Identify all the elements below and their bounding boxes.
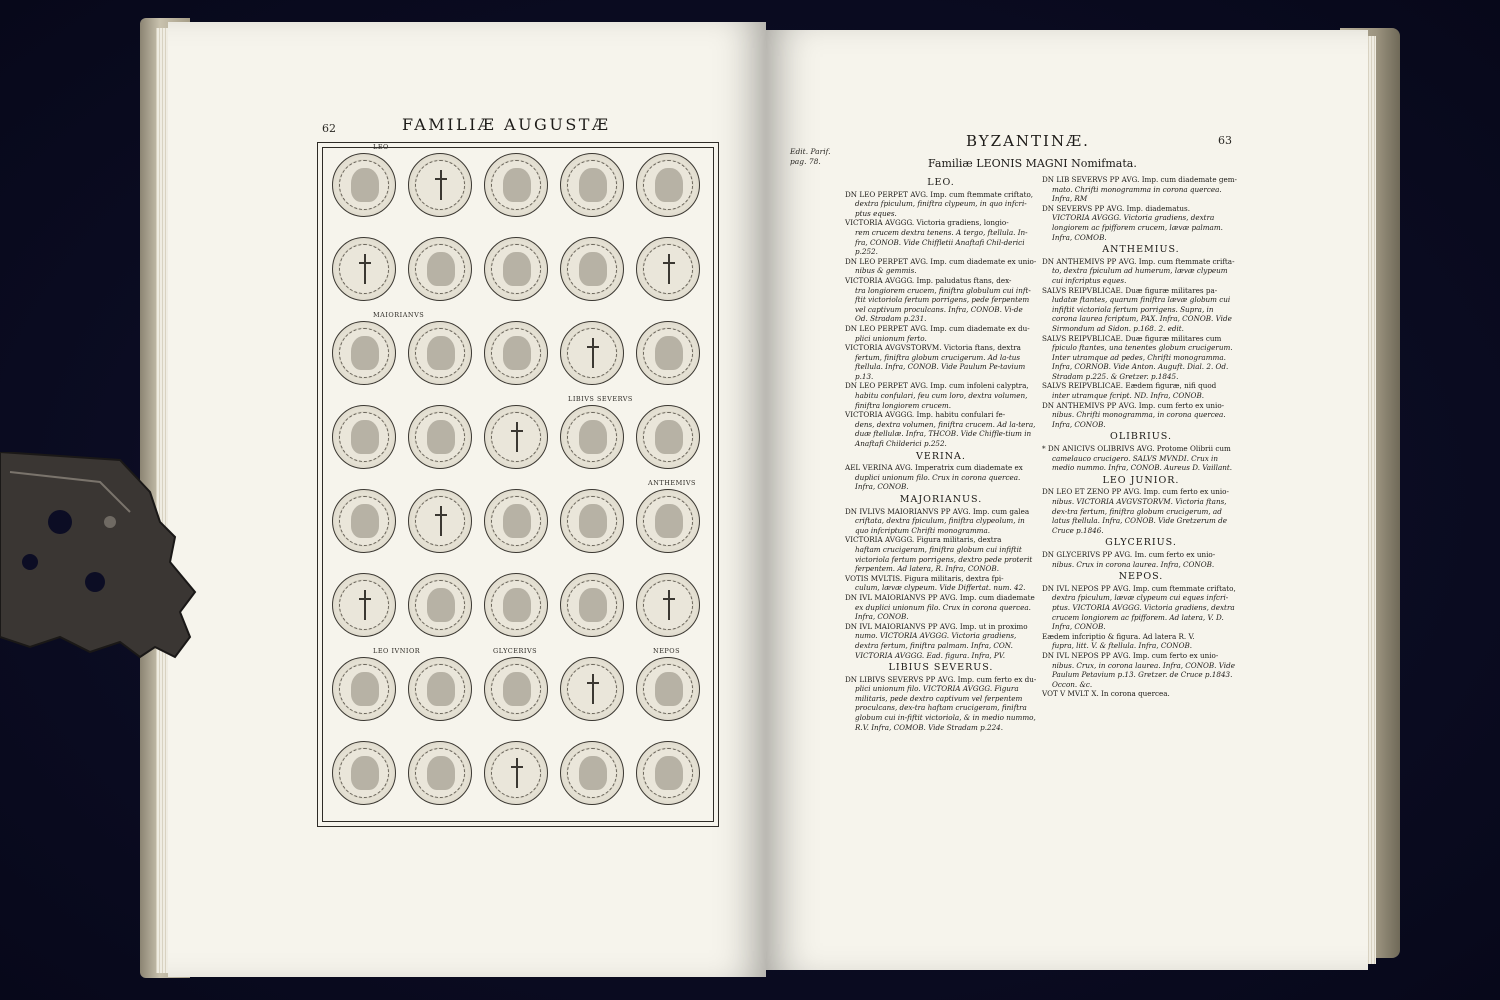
entry-description: nibus & gemmis. — [855, 266, 917, 276]
entry-description: culum, lævæ clypeum. Vide Differtat. num. 42. — [855, 583, 1026, 593]
plate-row-label: ANTHEMIVS — [648, 479, 697, 487]
coin-illustration — [408, 321, 472, 385]
cross-icon — [435, 170, 447, 200]
entry-description: dextra fpiculum, lævæ clypeum cui eques infcri-ptus. VICTORIA AVGGG. Victoria gradiens, dextra crucem longiorem ac fpifforem. Ad latera, V. D. Infra, CONOB. — [1052, 593, 1235, 632]
entry-main: DN GLYCERIVS PP AVG. Im. cum ferto ex unio- — [1042, 549, 1216, 559]
portrait-icon — [427, 252, 455, 286]
entry-description: VICTORIA AVGGG. Victoria gradiens, dextra longiorem ac fpifforem crucem, lævæ palmam. Infra, COMOB. — [1052, 213, 1223, 242]
section-heading: VERINA. — [916, 450, 966, 462]
portrait-icon — [427, 588, 455, 622]
coin-plate — [317, 142, 719, 827]
entry-main: VICTORIA AVGGG. Imp. habitu confulari fe- — [845, 410, 1006, 420]
coin-entry — [1042, 550, 1240, 569]
coin-illustration — [332, 153, 396, 217]
entry-description: criftata, dextra fpiculum, finiftra clypeolum, in quo infcriptum Chrifti monogramma. — [855, 516, 1025, 535]
section-heading: GLYCERIUS. — [1105, 537, 1177, 549]
coin-entry — [845, 463, 1037, 492]
coin-illustration — [636, 573, 700, 637]
coin-entry — [845, 675, 1037, 733]
coin-entry — [845, 535, 1037, 573]
entry-main: DN IVL MAIORIANVS PP AVG. Imp. ut in proximo — [845, 621, 1028, 631]
entry-main: DN LEO PERPET AVG. Imp. cum ftemmate criftato, — [845, 189, 1034, 199]
entry-main: SALVS REIPVBLICAE. Duæ figuræ militares pa- — [1042, 285, 1218, 295]
coin-illustration — [484, 321, 548, 385]
plate-extra-label: NEPOS — [653, 647, 681, 655]
portrait-icon — [351, 756, 379, 790]
coin-illustration — [560, 657, 624, 721]
coin-illustration — [408, 489, 472, 553]
coin-illustration — [636, 405, 700, 469]
coin-entry — [1042, 204, 1240, 242]
left-page-number: 62 — [322, 122, 336, 135]
cross-icon — [359, 254, 371, 284]
entry-description: ludatæ ftantes, quarum finiftra lævæ globum cui infiftit victoriola fertum porrigens. Supra, in corona laurea fcriptum, PAX. Infra, CONOB. Vide Sirmondum ad Sidon. p.168. 2. edit. — [1052, 295, 1232, 333]
coin-illustration — [332, 405, 396, 469]
coin-entry — [1042, 401, 1240, 430]
section-heading: LIBIUS SEVERUS. — [888, 662, 994, 674]
portrait-icon — [655, 504, 683, 538]
entry-main: DN LEO PERPET AVG. Imp. cum diademate ex du- — [845, 323, 1030, 333]
coin-entry — [1042, 381, 1240, 400]
coin-illustration — [560, 321, 624, 385]
right-running-head: BYZANTINÆ. — [966, 132, 1090, 150]
entry-main: DN LIBIVS SEVERVS PP AVG. Imp. cum ferto ex du- — [845, 674, 1037, 684]
entry-description: ex duplici unionum filo. Crux in corona quercea. Infra, CONOB. — [855, 602, 1031, 622]
coin-entry — [845, 257, 1037, 276]
coin-illustration — [560, 237, 624, 301]
section-heading: LEO JUNIOR. — [1102, 474, 1180, 486]
cross-icon — [435, 506, 447, 536]
coin-illustration — [560, 405, 624, 469]
entry-main: VICTORIA AVGGG. Figura militaris, dextra — [845, 535, 1002, 545]
entry-description: mato. Chrifti monogramma in corona quercea. Infra, RM — [1052, 184, 1222, 204]
portrait-icon — [503, 504, 531, 538]
margin-note — [790, 147, 831, 167]
portrait-icon — [351, 672, 379, 706]
coin-entry — [1042, 334, 1240, 382]
coin-entry — [1042, 584, 1240, 632]
coin-illustration — [408, 573, 472, 637]
entry-description: inter utramque fcript. ND. Infra, CONOB. — [1052, 391, 1205, 401]
portrait-icon — [503, 168, 531, 202]
entry-description: plici unionum filo. VICTORIA AVGGG. Figura militaris, pede dextro captivum vel ferpentem proculcans, dex-tra haftam crucigeram, finiftra globum cui in-fiftit victoriola, & in medio nummo, R.V. Infra, COMOB. Vide Stradam p.224. — [855, 684, 1036, 732]
section-heading: MAJORIANUS. — [899, 494, 983, 505]
entry-main: AEL VERINA AVG. Imperatrix cum diademate ex — [845, 463, 1023, 473]
entry-description: to, dextra fpiculum ad humerum, lævæ clypeum cui infcriptus eques. — [1052, 266, 1228, 285]
coin-entry — [845, 381, 1037, 410]
portrait-icon — [427, 336, 455, 370]
entry-description: nibus. Chrifti monogramma, in corona quercea. Infra, CONOB. — [1052, 410, 1226, 429]
right-page-number: 63 — [1218, 134, 1232, 147]
coin-entry — [1042, 651, 1240, 689]
portrait-icon — [579, 504, 607, 538]
coin-illustration — [408, 741, 472, 805]
coin-entry — [845, 574, 1037, 593]
text-column-2 — [1042, 175, 1240, 699]
coin-entry — [1042, 632, 1240, 651]
portrait-icon — [503, 588, 531, 622]
cross-icon — [663, 590, 675, 620]
coin-illustration — [332, 237, 396, 301]
portrait-icon — [579, 588, 607, 622]
entry-main: Eædem infcriptio & figura. Ad latera R. V. — [1042, 631, 1195, 641]
entry-description: dens, dextra volumen, finiftra crucem. Ad la-tera, duæ ftellulæ. Infra, THCOB. Vide Chiffle-tium in Anaftafi Childerici p.252. — [855, 419, 1036, 449]
portrait-icon — [503, 252, 531, 286]
left-running-head: FAMILIÆ AUGUSTÆ — [402, 115, 611, 134]
coin-entry — [845, 343, 1037, 381]
entry-description: fupra, litt. V. & ftellula. Infra, CONOB. — [1052, 641, 1193, 651]
portrait-icon — [351, 504, 379, 538]
plate-extra-label: GLYCERIVS — [493, 647, 538, 655]
coin-illustration — [332, 321, 396, 385]
entry-main: DN IVLIVS MAIORIANVS PP AVG. Imp. cum galea — [845, 506, 1030, 516]
cross-icon — [511, 758, 523, 788]
portrait-icon — [503, 336, 531, 370]
portrait-icon — [579, 252, 607, 286]
entry-main: VOT V MVLT X. In corona quercea. — [1042, 689, 1170, 699]
entry-main: DN IVL NEPOS PP AVG. Imp. cum ftemmate criftato, — [1042, 583, 1236, 593]
coin-illustration — [408, 237, 472, 301]
coin-illustration — [408, 153, 472, 217]
coin-entry — [1042, 689, 1240, 699]
text-column-1 — [845, 175, 1037, 732]
portrait-icon — [655, 420, 683, 454]
entry-main: VOTIS MVLTIS. Figura militaris, dextra fpi- — [845, 573, 1004, 583]
section-heading: NEPOS. — [1118, 571, 1164, 583]
section-heading: ANTHEMIUS. — [1102, 244, 1180, 256]
coin-illustration — [636, 237, 700, 301]
coin-illustration — [332, 741, 396, 805]
coin-illustration — [484, 741, 548, 805]
entry-main: VICTORIA AVGGG. Victoria gradiens, longio- — [845, 218, 1009, 228]
coin-entry — [845, 324, 1037, 343]
margin-note-line-1: Edit. Parif. — [790, 147, 831, 156]
coin-entry — [845, 622, 1037, 660]
entry-main: VICTORIA AVGGG. Imp. paludatus ftans, dex- — [845, 275, 1012, 285]
portrait-icon — [351, 420, 379, 454]
cross-icon — [663, 254, 675, 284]
entry-description: rem crucem dextra tenens. A tergo, ftellula. In-fra, CONOB. Vide Chiffletii Anaftafi Chil-derici p.252. — [855, 227, 1028, 257]
entry-main: * DN ANICIVS OLIBRIVS AVG. Protome Olibrii cum — [1042, 444, 1231, 454]
coin-illustration — [636, 489, 700, 553]
section-heading: LEO. — [927, 177, 955, 188]
portrait-icon — [351, 168, 379, 202]
coin-illustration — [560, 153, 624, 217]
entry-main: DN LEO PERPET AVG. Imp. cum infoleni calyptra, — [845, 381, 1029, 391]
coin-illustration — [636, 741, 700, 805]
coin-entry — [845, 190, 1037, 219]
coin-entry — [1042, 444, 1240, 473]
coin-entry — [1042, 257, 1240, 286]
portrait-icon — [579, 756, 607, 790]
portrait-icon — [579, 168, 607, 202]
entry-main: DN IVL NEPOS PP AVG. Imp. cum ferto ex unio- — [1042, 650, 1219, 660]
entry-main: DN IVL MAIORIANVS PP AVG. Imp. cum diademate — [845, 592, 1035, 602]
coin-illustration — [332, 489, 396, 553]
entry-description: numo. VICTORIA AVGGG. Victoria gradiens, dextra fertum, finiftra palmam. Infra, CON. VICTORIA AVGGG. Ead. figura. Infra, PV. — [855, 631, 1017, 660]
entry-main: DN LEO PERPET AVG. Imp. cum diademate ex unio- — [845, 256, 1037, 266]
plate-row-label: LEO IVNIOR — [373, 647, 421, 655]
coin-illustration — [484, 489, 548, 553]
entry-description: tra longiorem crucem, finiftra globulum cui inft-ftit victoriola fertum porrigens, pede ferpentem vel captivum proculcans. Infra, CONOB. Vi-de Od. Stradam p.231. — [855, 285, 1031, 324]
coin-illustration — [484, 237, 548, 301]
portrait-icon — [655, 756, 683, 790]
coin-illustration — [332, 657, 396, 721]
coin-illustration — [332, 573, 396, 637]
coin-illustration — [484, 405, 548, 469]
cross-icon — [587, 674, 599, 704]
portrait-icon — [655, 672, 683, 706]
coin-illustration — [560, 741, 624, 805]
entry-main: SALVS REIPVBLICAE. Eædem figuræ, nifi quod — [1042, 381, 1217, 391]
entry-main: DN ANTHEMIVS PP AVG. Imp. cum ferto ex unio- — [1042, 400, 1225, 410]
entry-description: habitu confulari, feu cum loro, dextra volumen, finiftra longiorem crucem. — [855, 391, 1028, 410]
portrait-icon — [503, 672, 531, 706]
entry-description: plici unionum ferto. — [855, 333, 927, 343]
entry-description: nibus. Crux, in corona laurea. Infra, CONOB. Vide Paulum Petavium p.13. Gretzer. de Cruce p.1843. Occon. &c. — [1052, 660, 1235, 689]
portrait-icon — [427, 420, 455, 454]
coin-entry — [1042, 487, 1240, 535]
metal-clasp — [0, 452, 200, 662]
coin-illustration — [560, 489, 624, 553]
portrait-icon — [655, 168, 683, 202]
portrait-icon — [655, 336, 683, 370]
coin-entry — [845, 410, 1037, 448]
section-heading: OLIBRIUS. — [1110, 431, 1172, 443]
entry-main: DN LEO ET ZENO PP AVG. Imp. cum ferto ex unio- — [1042, 487, 1229, 497]
coin-illustration — [636, 321, 700, 385]
portrait-icon — [351, 336, 379, 370]
coin-illustration — [636, 153, 700, 217]
portrait-icon — [427, 756, 455, 790]
entry-description: fpiculo ftantes, una tenentes globum crucigerum. Inter utramque ad pedes, Chrifti monogramma. Infra, CORNOB. Vide Anton. Auguft. Dial. 2. Od. Stradam p.225. & Gretzer. p.1845. — [1052, 343, 1233, 381]
plate-row-label: LEO — [373, 143, 389, 151]
coin-entry — [845, 507, 1037, 536]
coin-illustration — [484, 573, 548, 637]
entry-main: SALVS REIPVBLICAE. Duæ figuræ militares cum — [1042, 333, 1222, 343]
entry-description: nibus. VICTORIA AVGVSTORVM. Victoria ftans, dex-tra fertum, finiftra globum crucigerum, ad latus ftellula. Infra, CONOB. Vide Gretzerum de Cruce p.1846. — [1052, 497, 1227, 535]
entry-description: duplici unionum filo. Crux in corona quercea. Infra, CONOB. — [855, 472, 1021, 492]
portrait-icon — [579, 420, 607, 454]
cross-icon — [587, 338, 599, 368]
margin-note-line-2: pag. 78. — [790, 157, 821, 166]
coin-illustration — [484, 153, 548, 217]
coin-entry — [845, 218, 1037, 256]
coin-entry — [1042, 286, 1240, 334]
right-subtitle: Familiæ LEONIS MAGNI Nomifmata. — [928, 157, 1137, 170]
coin-illustration — [560, 573, 624, 637]
entry-main: DN LIB SEVERVS PP AVG. Imp. cum diademate gem- — [1042, 175, 1237, 184]
coin-illustration — [484, 657, 548, 721]
cross-icon — [511, 422, 523, 452]
cross-icon — [359, 590, 371, 620]
coin-entry — [1042, 175, 1240, 204]
coin-illustration — [636, 657, 700, 721]
coin-illustration — [408, 657, 472, 721]
entry-main: DN SEVERVS PP AVG. Imp. diadematus. — [1042, 203, 1190, 213]
plate-row-label: LIBIVS SEVERVS — [568, 395, 633, 403]
entry-main: DN ANTHEMIVS PP AVG. Imp. cum ftemmate crifta- — [1042, 256, 1235, 266]
coin-illustration — [408, 405, 472, 469]
entry-description: fertum, finiftra globum crucigerum. Ad la-tus ftellula. Infra, CONOB. Vide Paulum Pe-tavium p.13. — [855, 352, 1026, 381]
portrait-icon — [427, 672, 455, 706]
entry-description: nibus. Crux in corona laurea. Infra, CONOB. — [1052, 559, 1215, 569]
plate-row-label: MAIORIANVS — [373, 311, 425, 319]
coin-entry — [845, 593, 1037, 622]
entry-description: dextra fpiculum, finiftra clypeum, in quo infcri-ptus eques. — [855, 199, 1027, 218]
coin-entry — [845, 276, 1037, 324]
entry-description: haftam crucigeram, finiftra globum cui infiftit victoriola fertum porrigens, dextro pede proterit ferpentem. Ad latera, R. Infra, CONOB. — [855, 544, 1033, 574]
entry-main: VICTORIA AVGVSTORVM. Victoria ftans, dextra — [845, 343, 1021, 353]
entry-description: camelauco crucigero. SALVS MVNDI. Crux in medio nummo. Infra, CONOB. Aureus D. Vaillant. — [1052, 453, 1233, 473]
